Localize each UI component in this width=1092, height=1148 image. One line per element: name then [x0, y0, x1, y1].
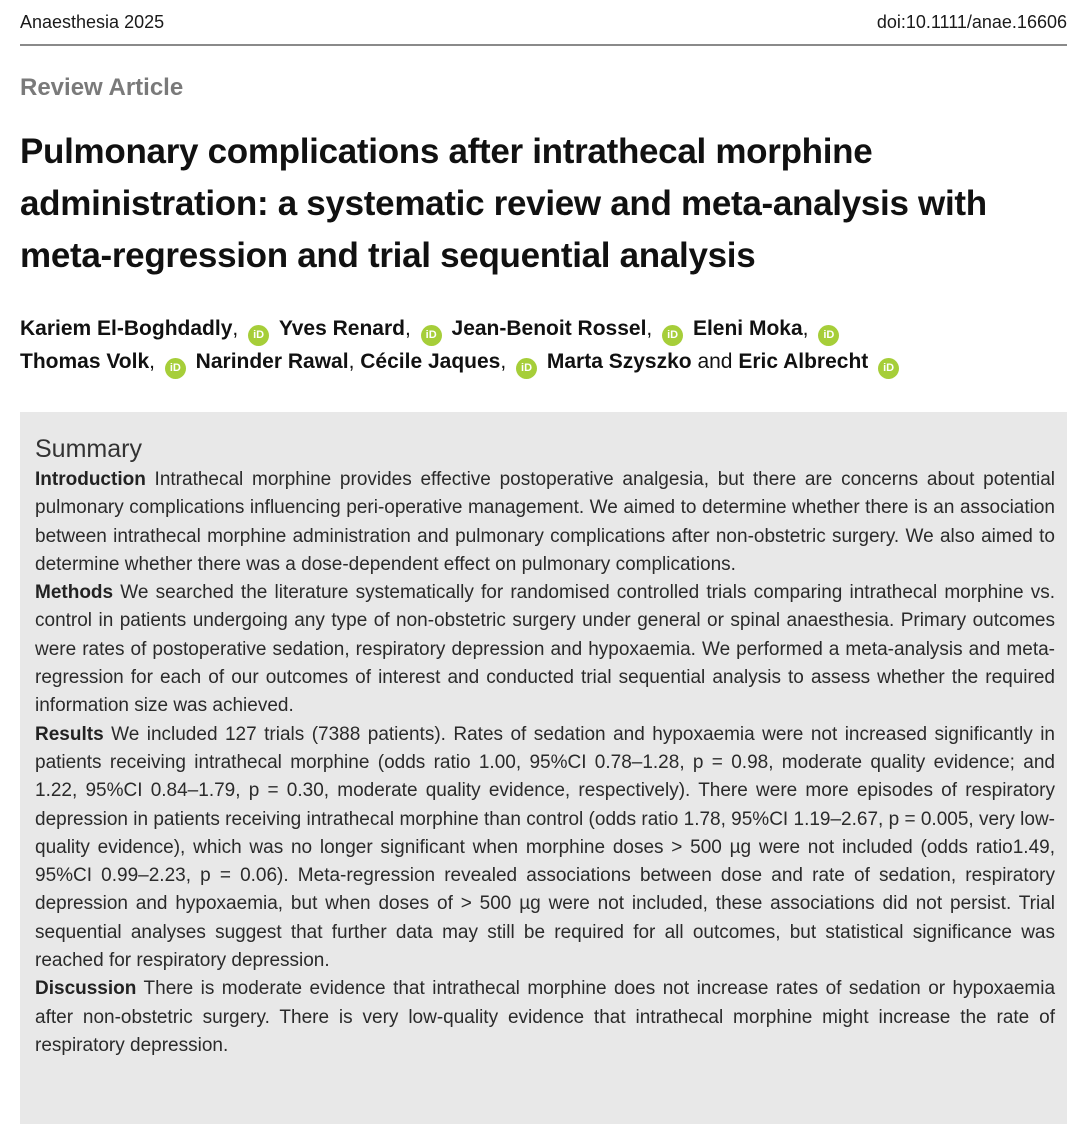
section-label: Introduction — [35, 469, 146, 490]
author-name[interactable]: Cécile Jaques — [360, 350, 501, 373]
running-head — [20, 12, 1067, 46]
summary-introduction — [35, 466, 1055, 579]
summary-methods — [35, 579, 1055, 720]
section-text: We included 127 trials (7388 patients). Rates of sedation and hypoxaemia were not increased significantly in patients receiving intrathecal morphine (odds ratio 1.00, 95%CI 0.78–1.28, p = 0.98, moderate quality evidence; and 1.22, 95%CI 0.84–1.79, p = 0.30, moderate quality evidence, respectively). There were more episodes of respiratory depression in patients receiving intrathecal morphine than control (odds ratio 1.78, 95%CI 1.19–2.67, p = 0.005, very low-quality evidence), which was no longer significant when morphine doses > 500 µg were not included (odds ratio1.49, 95%CI 0.99–2.23, p = 0.06). Meta-regression revealed associations between dose and rate of sedation, respiratory depression and hypoxaemia, but when doses of > 500 µg were not included, these associations did not persist. Trial sequential analyses suggest that further data may still be required for all outcomes, but statistical significance was reached for respiratory depression. — [35, 723, 1055, 972]
author-name[interactable]: Eleni Moka — [692, 317, 803, 340]
section-text: Intrathecal morphine provides effective postoperative analgesia, but there are concerns about potential pulmonary complications influencing peri-operative management. We aimed to determine whether there is an association between intrathecal morphine administration and pulmonary complications after non-obstetric surgery. We also aimed to determine whether there was a dose-dependent effect on pulmonary complications. — [35, 469, 1055, 575]
article-title: Pulmonary complications after intrathecal morphine administration: a systematic review and meta-analysis with meta-regression and trial sequential analysis — [20, 132, 987, 275]
author-name[interactable]: Marta Szyszko — [546, 350, 692, 373]
summary-heading: Summary — [35, 435, 142, 463]
author-name[interactable]: Kariem El-Boghdadly — [20, 317, 233, 340]
author-name[interactable]: Thomas Volk — [20, 350, 150, 373]
summary-box — [20, 412, 1067, 1124]
section-label: Methods — [35, 582, 114, 604]
authors-conjunction: and — [697, 350, 733, 373]
author-name[interactable]: Narinder Rawal — [195, 350, 349, 373]
journal-name: Anaesthesia 2025 — [20, 12, 165, 32]
section-text: We searched the literature systematically for randomised controlled trials comparing intrathecal morphine vs. control in patients undergoing any type of non-obstetric surgery under general or spinal anaesthesia. Primary outcomes were rates of postoperative sedation, respiratory depression and hypoxaemia. We performed a meta-analysis and meta-regression for each of our outcomes of interest and conducted trial sequential analysis to assess whether the required information size was achieved. — [35, 582, 1055, 717]
orcid-icon[interactable]: iD — [248, 325, 269, 346]
orcid-icon[interactable]: iD — [421, 325, 442, 346]
orcid-icon[interactable]: iD — [516, 358, 537, 379]
author-name[interactable]: Yves Renard — [278, 317, 405, 340]
orcid-icon[interactable]: iD — [878, 358, 899, 379]
orcid-icon[interactable]: iD — [818, 325, 839, 346]
summary-results — [35, 721, 1055, 976]
orcid-icon[interactable]: iD — [662, 325, 683, 346]
author-name[interactable]: Jean-Benoit Rossel — [451, 317, 647, 340]
author-list: Kariem El-Boghdadly, iD Yves Renard, iD Jean-Benoit Rossel, iD Eleni Moka, iD Thomas Volk, iD Narinder Rawal, Cécile Jaques, iD Marta Szyszko and Eric Albrecht iD — [20, 313, 1070, 379]
section-text: There is moderate evidence that intrathecal morphine does not increase rates of sedation or hypoxaemia after non-obstetric surgery. There is very low-quality evidence that intrathecal morphine might increase the rate of respiratory depression. — [35, 978, 1056, 1056]
article-type: Review Article — [20, 74, 184, 101]
section-label: Results — [35, 723, 104, 745]
section-label: Discussion — [35, 978, 137, 1000]
author-name[interactable]: Eric Albrecht — [738, 350, 869, 373]
orcid-icon[interactable]: iD — [165, 358, 186, 379]
summary-content — [35, 434, 1055, 1060]
doi-link[interactable]: doi:10.1111/anae.16606 — [876, 12, 1067, 32]
summary-discussion — [35, 975, 1055, 1060]
